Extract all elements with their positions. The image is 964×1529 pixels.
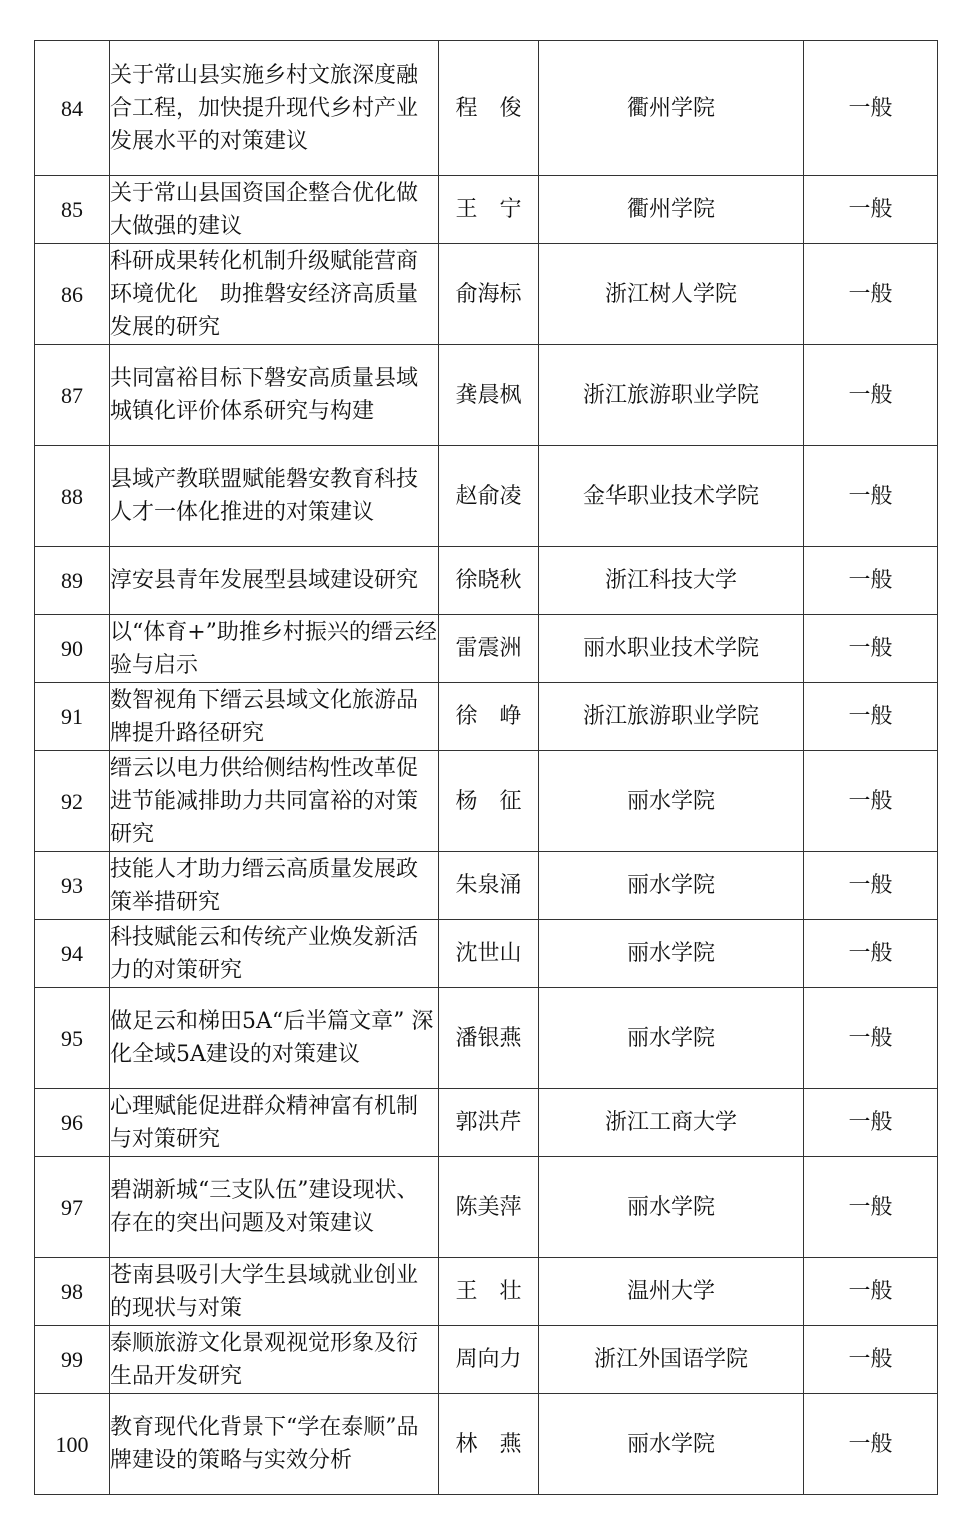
row-number: 93	[35, 852, 110, 920]
row-number: 97	[35, 1157, 110, 1258]
grade: 一般	[804, 1089, 938, 1157]
grade: 一般	[804, 446, 938, 547]
row-number: 84	[35, 41, 110, 176]
author-name: 郭洪芹	[439, 1089, 539, 1157]
institution: 浙江旅游职业学院	[539, 683, 804, 751]
row-number: 94	[35, 920, 110, 988]
project-title: 苍南县吸引大学生县域就业创业的现状与对策	[110, 1258, 439, 1326]
row-number: 98	[35, 1258, 110, 1326]
project-title: 关于常山县国资国企整合优化做大做强的建议	[110, 176, 439, 244]
row-number: 90	[35, 615, 110, 683]
institution: 丽水学院	[539, 920, 804, 988]
project-title: 科研成果转化机制升级赋能营商环境优化 助推磐安经济高质量发展的研究	[110, 244, 439, 345]
grade: 一般	[804, 1394, 938, 1495]
table-row	[35, 1326, 938, 1394]
author-name: 程 俊	[439, 41, 539, 176]
author-name: 杨 征	[439, 751, 539, 852]
project-title: 缙云以电力供给侧结构性改革促进节能减排助力共同富裕的对策研究	[110, 751, 439, 852]
institution: 丽水学院	[539, 1157, 804, 1258]
author-name: 王 壮	[439, 1258, 539, 1326]
grade: 一般	[804, 1326, 938, 1394]
grade: 一般	[804, 41, 938, 176]
institution: 丽水学院	[539, 852, 804, 920]
row-number: 86	[35, 244, 110, 345]
row-number: 96	[35, 1089, 110, 1157]
grade: 一般	[804, 615, 938, 683]
row-number: 85	[35, 176, 110, 244]
project-title: 关于常山县实施乡村文旅深度融合工程，加快提升现代乡村产业发展水平的对策建议	[110, 41, 439, 176]
author-name: 周向力	[439, 1326, 539, 1394]
grade: 一般	[804, 920, 938, 988]
project-title: 数智视角下缙云县域文化旅游品牌提升路径研究	[110, 683, 439, 751]
table-row	[35, 751, 938, 852]
row-number: 95	[35, 988, 110, 1089]
institution: 丽水学院	[539, 751, 804, 852]
author-name: 林 燕	[439, 1394, 539, 1495]
project-title: 县域产教联盟赋能磐安教育科技人才一体化推进的对策建议	[110, 446, 439, 547]
institution: 丽水学院	[539, 1394, 804, 1495]
table-row	[35, 446, 938, 547]
author-name: 潘银燕	[439, 988, 539, 1089]
institution: 浙江科技大学	[539, 547, 804, 615]
table-row	[35, 920, 938, 988]
institution: 浙江工商大学	[539, 1089, 804, 1157]
project-title: 心理赋能促进群众精神富有机制与对策研究	[110, 1089, 439, 1157]
row-number: 91	[35, 683, 110, 751]
institution: 金华职业技术学院	[539, 446, 804, 547]
institution: 衢州学院	[539, 176, 804, 244]
institution: 浙江旅游职业学院	[539, 345, 804, 446]
row-number: 87	[35, 345, 110, 446]
results-table	[34, 40, 938, 1495]
author-name: 赵俞凌	[439, 446, 539, 547]
grade: 一般	[804, 1258, 938, 1326]
author-name: 陈美萍	[439, 1157, 539, 1258]
row-number: 99	[35, 1326, 110, 1394]
author-name: 龚晨枫	[439, 345, 539, 446]
grade: 一般	[804, 683, 938, 751]
grade: 一般	[804, 345, 938, 446]
author-name: 俞海标	[439, 244, 539, 345]
project-title: 技能人才助力缙云高质量发展政策举措研究	[110, 852, 439, 920]
row-number: 100	[35, 1394, 110, 1495]
project-title: 教育现代化背景下“学在泰顺”品牌建设的策略与实效分析	[110, 1394, 439, 1495]
author-name: 王 宁	[439, 176, 539, 244]
table-row	[35, 852, 938, 920]
project-title: 以“体育+”助推乡村振兴的缙云经验与启示	[110, 615, 439, 683]
author-name: 徐 峥	[439, 683, 539, 751]
row-number: 92	[35, 751, 110, 852]
table-row	[35, 1157, 938, 1258]
institution: 丽水学院	[539, 988, 804, 1089]
institution: 温州大学	[539, 1258, 804, 1326]
project-title: 淳安县青年发展型县域建设研究	[110, 547, 439, 615]
table-row	[35, 988, 938, 1089]
project-title: 科技赋能云和传统产业焕发新活力的对策研究	[110, 920, 439, 988]
table-row	[35, 1394, 938, 1495]
institution: 浙江外国语学院	[539, 1326, 804, 1394]
table-row	[35, 683, 938, 751]
author-name: 雷震洲	[439, 615, 539, 683]
project-title: 做足云和梯田5A“后半篇文章” 深化全域5A建设的对策建议	[110, 988, 439, 1089]
author-name: 朱泉涌	[439, 852, 539, 920]
grade: 一般	[804, 751, 938, 852]
row-number: 88	[35, 446, 110, 547]
row-number: 89	[35, 547, 110, 615]
institution: 丽水职业技术学院	[539, 615, 804, 683]
table-row	[35, 615, 938, 683]
author-name: 沈世山	[439, 920, 539, 988]
table-row	[35, 1258, 938, 1326]
institution: 浙江树人学院	[539, 244, 804, 345]
grade: 一般	[804, 244, 938, 345]
project-title: 共同富裕目标下磐安高质量县域城镇化评价体系研究与构建	[110, 345, 439, 446]
grade: 一般	[804, 176, 938, 244]
grade: 一般	[804, 1157, 938, 1258]
author-name: 徐晓秋	[439, 547, 539, 615]
grade: 一般	[804, 547, 938, 615]
table-row	[35, 1089, 938, 1157]
project-title: 泰顺旅游文化景观视觉形象及衍生品开发研究	[110, 1326, 439, 1394]
table-row	[35, 547, 938, 615]
table-row	[35, 41, 938, 176]
grade: 一般	[804, 988, 938, 1089]
table-row	[35, 176, 938, 244]
grade: 一般	[804, 852, 938, 920]
table-row	[35, 345, 938, 446]
project-title: 碧湖新城“三支队伍”建设现状、存在的突出问题及对策建议	[110, 1157, 439, 1258]
institution: 衢州学院	[539, 41, 804, 176]
table-row	[35, 244, 938, 345]
